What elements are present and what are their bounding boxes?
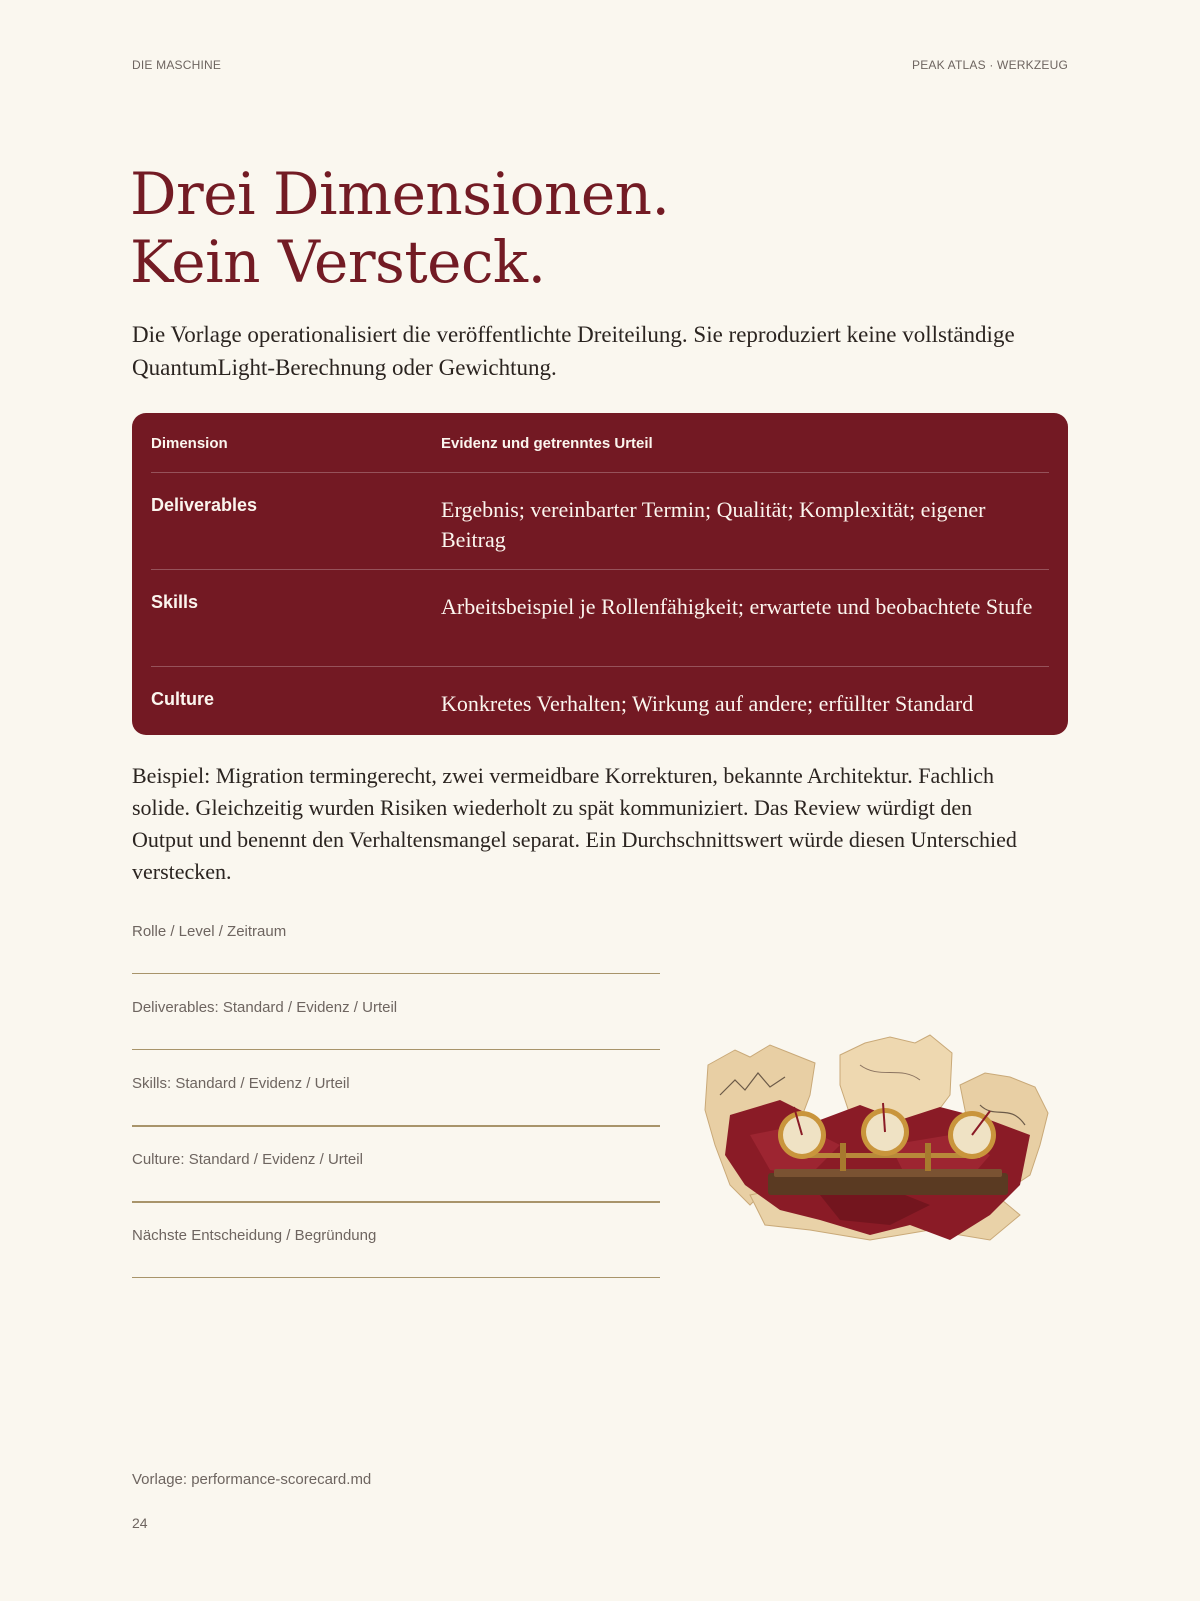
- page-title-line-1: Drei Dimensionen.: [130, 160, 670, 228]
- example-paragraph: Beispiel: Migration termingerecht, zwei vermeidbare Korrekturen, bekannte Architektur. Fachlich solide. Gleichzeitig wurden Risiken wiederholt zu spät kommuniziert. Das Review würdigt den Output und benennt den Verhaltensmangel separat. Ein Durchschnittswert würde diesen Unterschied verstecken.: [132, 763, 1017, 884]
- form-field-label: Nächste Entscheidung / Begründung: [132, 1227, 377, 1244]
- form-field-skills[interactable]: [132, 1070, 660, 1146]
- form-field-line: [132, 1277, 660, 1278]
- form-field-line: [132, 1201, 660, 1203]
- table-cell-evidence: Arbeitsbeispiel je Rollenfähigkeit; erwartete und beobachtete Stufe: [441, 594, 1033, 619]
- table-cell-evidence: Konkretes Verhalten; Wirkung auf andere; erfüllter Standard: [441, 691, 974, 716]
- form-field-label: Deliverables: Standard / Evidenz / Urteil: [132, 999, 398, 1016]
- book-label: PEAK ATLAS · WERKZEUG: [911, 58, 1068, 72]
- form-field-label: Rolle / Level / Zeitraum: [132, 923, 287, 940]
- intro-paragraph: Die Vorlage operationalisiert die veröffentlichte Dreiteilung. Sie reproduziert keine vollständige QuantumLight-Berechnung oder Gewichtung.: [132, 322, 1015, 380]
- table-cell-evidence: Ergebnis; vereinbarter Termin; Qualität; Komplexität; eigener Beitrag: [441, 497, 986, 552]
- form-field-line: [132, 973, 660, 974]
- table-header-dimension: Dimension: [151, 435, 228, 452]
- form-field-line: [132, 1125, 660, 1127]
- table-cell-dimension: Skills: [151, 592, 199, 612]
- dimensions-table: [132, 413, 1068, 735]
- three-gauges-illustration: [690, 1025, 1068, 1280]
- form-field-label: Skills: Standard / Evidenz / Urteil: [132, 1075, 350, 1092]
- page-title: [130, 160, 1030, 296]
- table-row: [151, 569, 1049, 666]
- table-row: [151, 472, 1049, 569]
- table-cell-dimension: Deliverables: [151, 495, 258, 515]
- gauge-icon: [948, 1111, 996, 1159]
- table-header-evidence: Evidenz und getrenntes Urteil: [441, 435, 653, 452]
- page-number: 24: [132, 1515, 148, 1531]
- table-cell-dimension: Culture: [151, 689, 214, 709]
- page-title-line-2: Kein Versteck.: [130, 228, 546, 296]
- running-header: [132, 58, 1068, 76]
- form-field-role[interactable]: [132, 918, 660, 994]
- table-row: [151, 666, 1049, 733]
- section-label: DIE MASCHINE: [132, 58, 222, 72]
- form-field-deliverables[interactable]: [132, 994, 660, 1070]
- template-source-note: Vorlage: performance-scorecard.md: [132, 1471, 372, 1488]
- form-field-line: [132, 1049, 660, 1050]
- form-field-label: Culture: Standard / Evidenz / Urteil: [132, 1151, 363, 1168]
- form-field-culture[interactable]: [132, 1146, 660, 1222]
- scorecard-form: [132, 918, 660, 1298]
- table-header-row: [151, 413, 1049, 472]
- form-field-next-decision[interactable]: [132, 1222, 660, 1298]
- three-gauges-on-torn-map-icon: [690, 1025, 1068, 1280]
